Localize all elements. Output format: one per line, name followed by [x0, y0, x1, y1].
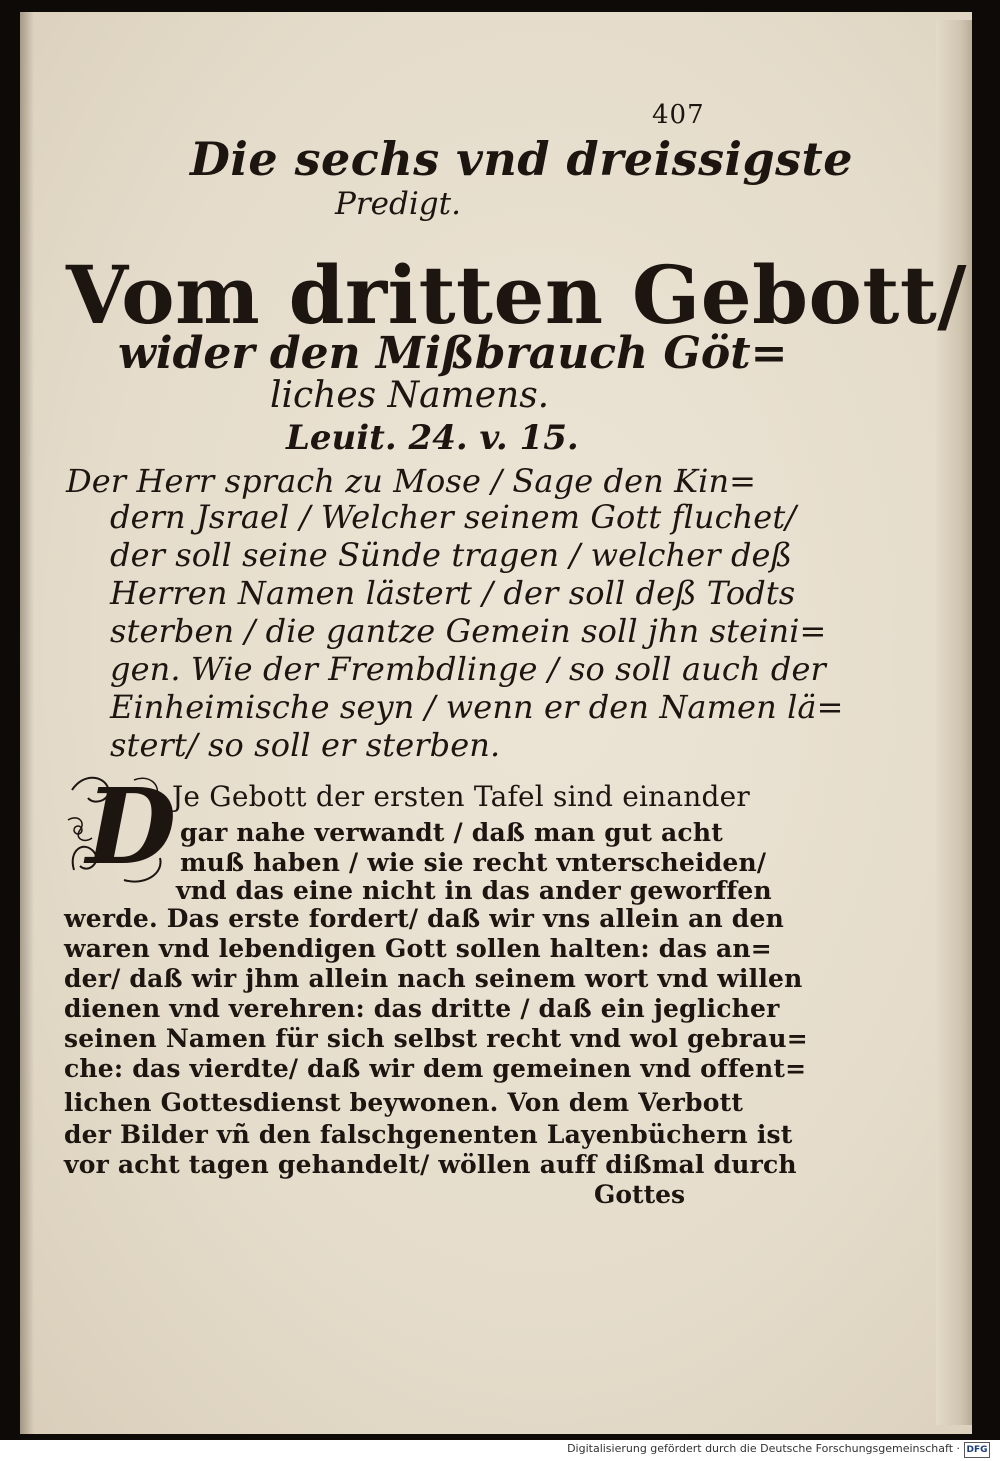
body-line: lichen Gottesdienst beywonen. Von dem Verbott	[64, 1088, 744, 1117]
body-line: che: das vierdte/ daß wir dem gemeinen vnd offent=	[64, 1054, 807, 1083]
body-line: vnd das eine nicht in das ander geworffen	[176, 876, 772, 905]
body-line: vor acht tagen gehandelt/ wöllen auff dißmal durch	[64, 1150, 797, 1179]
body-line: werde. Das erste fordert/ daß wir vns allein an den	[64, 904, 784, 933]
page-edge	[936, 20, 972, 1425]
chapter-subtitle-line1: wider den Mißbrauch Göt=	[118, 328, 788, 379]
body-line: gar nahe verwandt / daß man gut acht	[180, 818, 723, 847]
quote-line: sterben / die gantze Gemein soll jhn steini=	[110, 612, 827, 650]
body-line: der Bilder vñ den falschgenenten Layenbüchern ist	[64, 1120, 793, 1149]
drop-cap-letter: D	[86, 765, 177, 888]
funding-credit: Digitalisierung gefördert durch die Deutsche Forschungsgemeinschaft ·	[567, 1442, 960, 1455]
chapter-subtitle-line2: liches Namens.	[270, 375, 550, 416]
body-line: dienen vnd verehren: das dritte / daß ein jeglicher	[64, 994, 780, 1023]
quote-line: gen. Wie der Frembdlinge / so soll auch der	[110, 650, 826, 688]
quote-line: Einheimische seyn / wenn er den Namen lä=	[110, 688, 844, 726]
decorated-initial	[64, 765, 177, 888]
catchword: Gottes	[594, 1180, 686, 1209]
quote-line: Herren Namen lästert / der soll deß Todts	[110, 574, 796, 612]
body-line: muß haben / wie sie recht vnterscheiden/	[180, 848, 767, 877]
page-number: 407	[652, 100, 705, 130]
dfg-logo-icon: DFG	[964, 1442, 990, 1458]
body-line: Je Gebott der ersten Tafel sind einander	[172, 780, 751, 813]
quote-line: stert/ so soll er sterben.	[110, 726, 501, 764]
sermon-heading: Die sechs vnd dreissigste	[190, 132, 854, 186]
sermon-subheading: Predigt.	[335, 186, 461, 222]
page-gutter-shadow	[20, 12, 34, 1434]
body-line: waren vnd lebendigen Gott sollen halten: das an=	[64, 934, 772, 963]
quote-line: dern Jsrael / Welcher seinem Gott fluchet/	[110, 498, 797, 536]
bible-reference: Leuit. 24. v. 15.	[286, 418, 579, 458]
body-line: seinen Namen für sich selbst recht vnd wol gebrau=	[64, 1024, 808, 1053]
quote-line: Der Herr sprach zu Mose / Sage den Kin=	[66, 462, 757, 500]
chapter-title: Vom dritten Gebott/	[66, 248, 968, 342]
quote-line: der soll seine Sünde tragen / welcher deß	[110, 536, 793, 574]
body-line: der/ daß wir jhm allein nach seinem wort vnd willen	[64, 964, 803, 993]
